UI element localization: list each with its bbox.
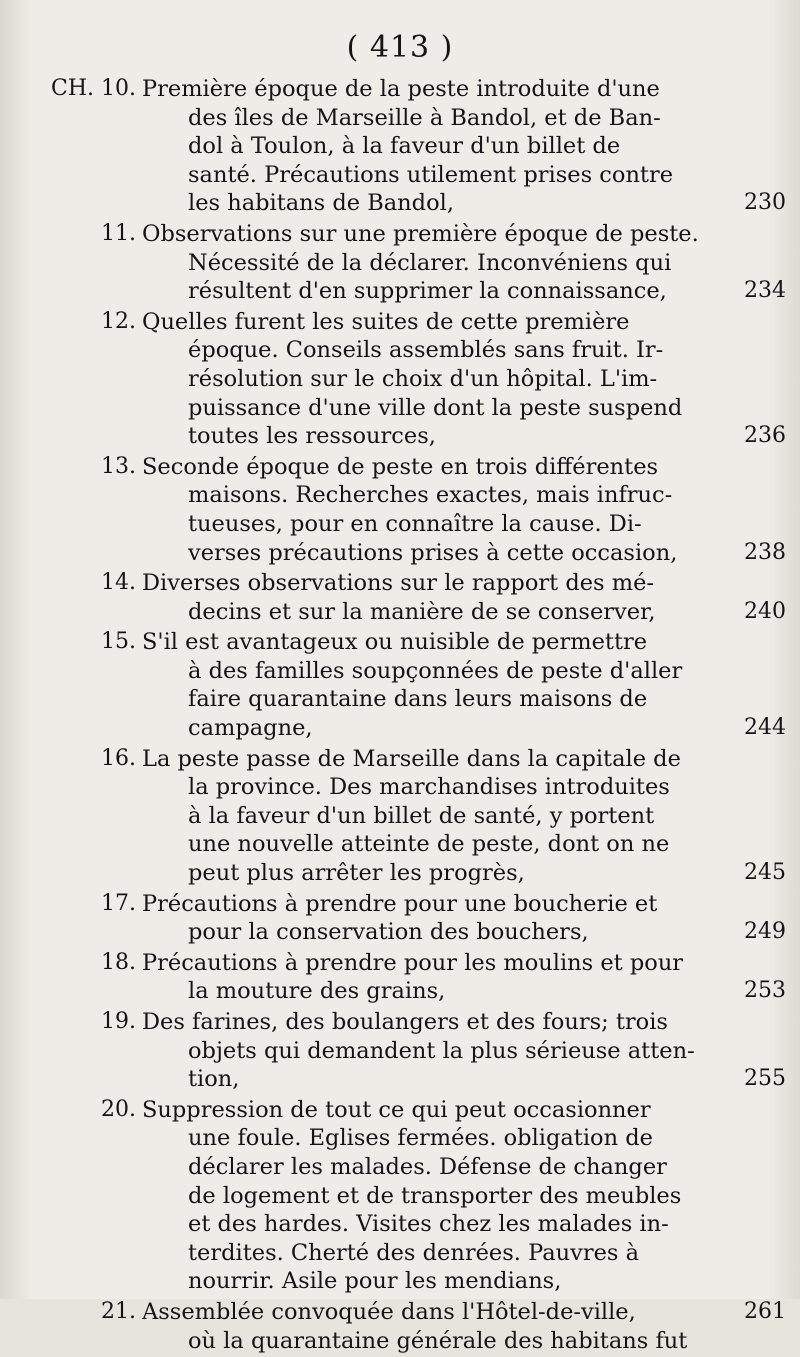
entry-text: des îles de Marseille à Bandol, et de Ban- [188,104,661,131]
chapter-number: 21. [101,1298,136,1324]
toc-entry-line [0,1008,800,1037]
entry-text: S'il est avantageux ou nuisible de permettre [142,629,648,656]
entry-text: Nécessité de la déclarer. Inconvéniens qui [188,249,672,276]
toc-entry-line [0,394,800,423]
entry-text: résultent d'en supprimer la connaissance, [188,278,667,305]
chapter-number: 15. [101,629,136,655]
toc-entry [0,628,800,742]
page-reference: 249 [744,919,786,945]
entry-text: campagne, [188,715,313,742]
entry-text: Précautions à prendre pour une boucherie et [142,890,658,917]
entry-text: Quelles furent les suites de cette première [142,308,630,335]
toc-entry-line [0,539,800,568]
entry-text: Assemblée convoquée dans l'Hôtel-de-ville, [142,1298,636,1325]
page-reference: 261 [744,1298,786,1324]
chapter-number: 20. [101,1096,136,1122]
page-reference: 234 [744,278,786,304]
toc-entry [0,745,800,888]
entry-text: les habitans de Bandol, [188,190,454,217]
toc-entry [0,1008,800,1094]
entry-text: à la faveur d'un billet de santé, y portent [188,802,655,829]
toc-entry-line [0,1239,800,1268]
toc-entry-line [0,75,800,104]
toc-entry-line [0,104,800,133]
toc-entry-line [0,859,800,888]
entry-text: nourrir. Asile pour les mendians, [188,1268,562,1295]
toc-entry-line [0,569,800,598]
entry-text: une nouvelle atteinte de peste, dont on ne [188,831,670,858]
toc-entry-line [0,1298,800,1327]
entry-text: santé. Précautions utilement prises contre [188,161,674,188]
toc-entry-line [0,308,800,337]
entry-text: Des farines, des boulangers et des fours; trois [142,1009,668,1035]
toc-entry [0,890,800,947]
entry-text: tion, [188,1066,240,1093]
toc-entry-line [0,773,800,802]
toc-entry-line [0,365,800,394]
entry-text: verses précautions prises à cette occasion, [188,539,678,566]
toc-entry [0,949,800,1006]
entry-text: objets qui demandent la plus sérieuse atten- [188,1037,695,1064]
chapter-number: 19. [101,1009,136,1034]
entry-text: decins et sur la manière de se conserver, [188,598,656,625]
entry-text: Précautions à prendre pour les moulins et pour [142,949,684,976]
page-number: ( 413 ) [346,30,454,65]
page-reference: 236 [744,423,786,449]
page-reference: 238 [744,539,786,565]
toc-entry-line [0,949,800,978]
toc-entry-line [0,685,800,714]
toc-entry-line [0,510,800,539]
toc-entry [0,308,800,451]
toc-entry-line [0,422,800,451]
entry-text: résolution sur le choix d'un hôpital. L'im- [188,365,658,392]
toc-entry-line [0,1124,800,1153]
toc-entry-line [0,802,800,831]
toc-entry-line [0,714,800,743]
toc-entry-line [0,453,800,482]
entry-text: Observations sur une première époque de peste. [142,220,699,247]
toc-entry-line [0,189,800,218]
toc-entry-line [0,220,800,249]
entry-text: Seconde époque de peste en trois différentes [142,453,659,480]
chapter-number: 11. [101,220,136,246]
chapter-number: 14. [101,570,136,596]
entry-text: terdites. Cherté des denrées. Pauvres à [188,1239,639,1266]
chapter-number: 17. [101,890,136,916]
toc-entry [0,220,800,306]
entry-text: toutes les ressources, [188,423,436,450]
toc-entry-line [0,977,800,1006]
entry-text: de logement et de transporter des meubles [188,1182,682,1209]
chapter-number: 18. [101,949,136,975]
toc-entry [0,75,800,218]
entry-text: déclarer les malades. Défense de changer [188,1153,667,1180]
entry-text: tueuses, pour en connaître la cause. Di- [188,510,642,537]
entry-text: où la quarantaine générale des habitans fut [188,1327,688,1354]
toc-entry-line [0,890,800,919]
toc-entry-line [0,830,800,859]
toc-entry-line [0,1210,800,1239]
chapter-number: 13. [101,453,136,479]
toc-entry [0,569,800,626]
page-reference: 253 [744,978,786,1004]
toc-entry-line [0,598,800,627]
page-reference: 230 [744,190,786,216]
chapter-number: 12. [101,308,136,334]
toc-entry-line [0,1182,800,1211]
toc-entry-line [0,1065,800,1094]
entry-text: une foule. Eglises fermées. obligation de [188,1125,653,1152]
entry-text: la province. Des marchandises introduites [188,774,670,801]
entry-text: dol à Toulon, à la faveur d'un billet de [188,133,621,160]
toc-entry-line [0,132,800,161]
toc-entry [0,1298,800,1355]
toc-entry-line [0,1267,800,1296]
entry-text: peut plus arrêter les progrès, [188,860,525,887]
table-of-contents [0,75,800,1357]
toc-entry-line [0,249,800,278]
toc-entry-line [0,1037,800,1066]
chapter-number: CH. 10. [51,76,136,101]
entry-text: La peste passe de Marseille dans la capitale de [142,745,681,772]
entry-text: la mouture des grains, [188,978,446,1005]
entry-text: faire quarantaine dans leurs maisons de [188,686,648,713]
toc-entry [0,453,800,567]
toc-entry-line [0,745,800,774]
page-reference: 240 [744,598,786,624]
toc-entry-line [0,1153,800,1182]
entry-text: Diverses observations sur le rapport des mé- [142,570,654,597]
toc-entry-line [0,161,800,190]
toc-entry-line [0,1096,800,1125]
page-reference: 245 [744,860,786,886]
entry-text: Première époque de la peste introduite d'une [142,76,660,102]
entry-text: époque. Conseils assemblés sans fruit. Ir- [188,337,664,364]
toc-entry-line [0,336,800,365]
chapter-number: 16. [101,745,136,771]
toc-entry-line [0,657,800,686]
page-reference: 255 [744,1066,786,1092]
entry-text: et des hardes. Visites chez les malades in- [188,1211,669,1238]
entry-text: pour la conservation des bouchers, [188,919,589,946]
toc-entry-line [0,628,800,657]
toc-entry-line [0,481,800,510]
toc-entry-line [0,1327,800,1356]
toc-entry-line [0,277,800,306]
entry-text: puissance d'une ville dont la peste suspend [188,394,683,421]
entry-text: maisons. Recherches exactes, mais infruc- [188,482,673,509]
page-reference: 244 [744,715,786,741]
entry-text: à des familles soupçonnées de peste d'aller [188,657,683,684]
entry-text: Suppression de tout ce qui peut occasionner [142,1096,651,1123]
toc-entry-line [0,918,800,947]
toc-entry [0,1096,800,1296]
